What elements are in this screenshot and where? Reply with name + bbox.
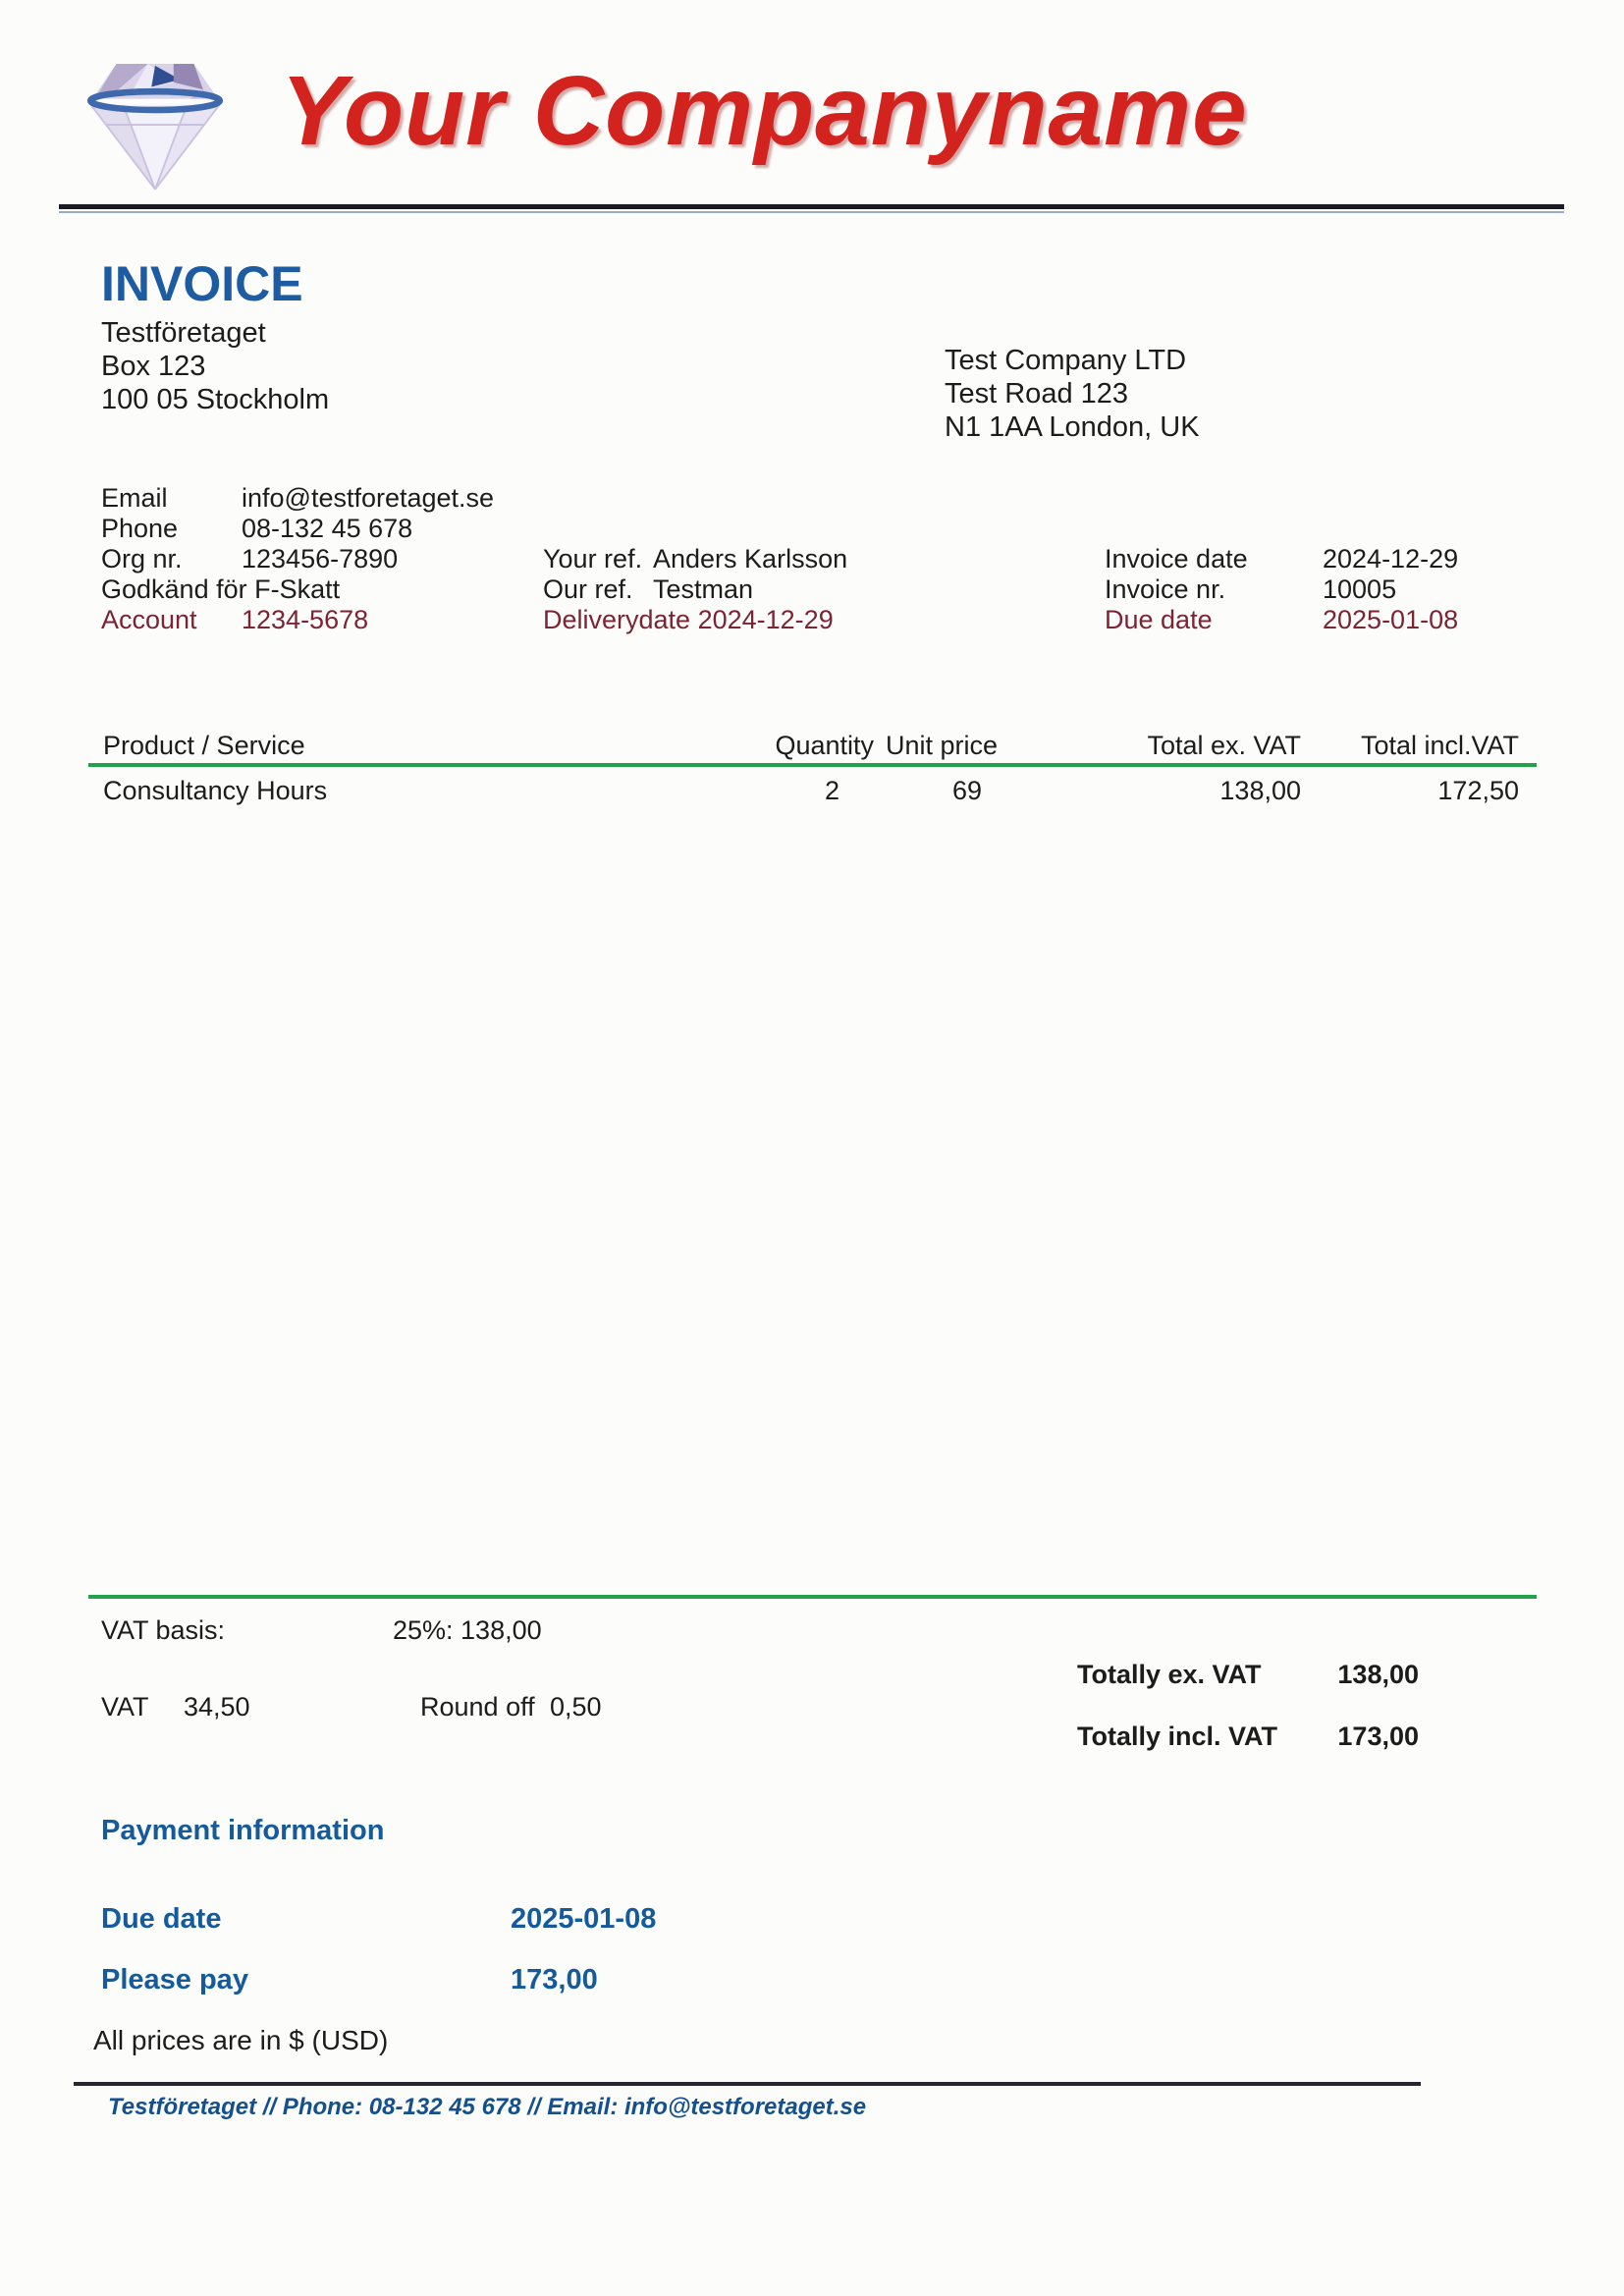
round-off-value: 0,50 — [550, 1692, 602, 1722]
sender-name: Testföretaget — [101, 317, 266, 349]
vat-value: 34,50 — [184, 1692, 250, 1722]
totally-incl-vat-value: 173,00 — [1337, 1722, 1419, 1751]
recipient-address-line1: Test Road 123 — [945, 378, 1129, 410]
totally-ex-vat-label: Totally ex. VAT — [1077, 1660, 1262, 1689]
delivery-date-row — [543, 605, 847, 635]
email-label: Email — [101, 483, 168, 513]
sender-address-line2: 100 05 Stockholm — [101, 384, 330, 415]
table-row — [88, 776, 1537, 806]
payment-due-date-label: Due date — [101, 1903, 222, 1935]
vat-basis-value: 25%: 138,00 — [393, 1615, 542, 1645]
please-pay-label: Please pay — [101, 1964, 248, 1995]
items-table-header — [88, 731, 1537, 761]
your-ref-value: Anders Karlsson — [653, 544, 848, 574]
col-product-service: Product / Service — [103, 731, 305, 760]
phone-value: 08-132 45 678 — [242, 514, 413, 543]
recipient-name: Test Company LTD — [945, 345, 1187, 376]
totally-incl-vat-label: Totally incl. VAT — [1077, 1722, 1278, 1751]
your-ref-row — [543, 544, 847, 574]
your-ref-label: Your ref. — [543, 544, 643, 574]
fskatt-text: Godkänd för F-Skatt — [101, 574, 341, 604]
our-ref-label: Our ref. — [543, 574, 633, 604]
invoice-nr-value: 10005 — [1323, 574, 1397, 604]
col-total-incl-vat: Total incl.VAT — [1360, 731, 1519, 760]
col-unit-price: Unit price — [886, 731, 999, 760]
col-quantity: Quantity — [775, 731, 874, 760]
item-total-incl-vat: 172,50 — [1437, 776, 1519, 805]
payment-due-date-value: 2025-01-08 — [511, 1903, 657, 1935]
recipient-address — [945, 344, 1200, 444]
phone-row — [101, 514, 494, 544]
references-block — [543, 544, 847, 635]
our-ref-row — [543, 574, 847, 605]
invoice-nr-label: Invoice nr. — [1105, 574, 1226, 604]
footer-divider — [74, 2082, 1421, 2086]
page-title: INVOICE — [101, 256, 303, 311]
invoice-date-value: 2024-12-29 — [1323, 544, 1459, 574]
due-date-value: 2025-01-08 — [1323, 605, 1459, 634]
recipient-address-line2: N1 1AA London, UK — [945, 411, 1200, 443]
email-value: info@testforetaget.se — [242, 483, 495, 513]
item-total-ex-vat: 138,00 — [1219, 776, 1301, 805]
orgnr-row — [101, 544, 494, 574]
fskatt-row — [101, 574, 494, 605]
account-label: Account — [101, 605, 197, 634]
due-date-label: Due date — [1105, 605, 1213, 634]
footer-contact-line: Testföretaget // Phone: 08-132 45 678 // Email: info@testforetaget.se — [108, 2094, 867, 2120]
invoice-meta-block — [1105, 544, 1458, 635]
col-total-ex-vat: Total ex. VAT — [1147, 731, 1301, 760]
email-row — [101, 483, 494, 514]
due-date-row — [1105, 605, 1458, 635]
item-unit-price: 69 — [951, 776, 983, 805]
item-product: Consultancy Hours — [103, 776, 328, 805]
account-row — [101, 605, 494, 635]
totally-ex-vat-value: 138,00 — [1337, 1660, 1419, 1689]
table-header-rule — [88, 763, 1537, 767]
invoice-date-label: Invoice date — [1105, 544, 1248, 574]
currency-note: All prices are in $ (USD) — [93, 2025, 389, 2055]
delivery-date-value: 2024-12-29 — [697, 605, 834, 634]
orgnr-value: 123456-7890 — [242, 544, 399, 574]
invoice-nr-row — [1105, 574, 1458, 605]
orgnr-label: Org nr. — [101, 544, 183, 574]
vat-label: VAT — [101, 1692, 149, 1722]
phone-label: Phone — [101, 514, 179, 543]
header-divider-accent — [59, 211, 1564, 213]
sender-address-line1: Box 123 — [101, 351, 206, 382]
summary-rule — [88, 1595, 1537, 1599]
contact-block — [101, 483, 494, 635]
delivery-date-label: Deliverydate — [543, 605, 691, 634]
item-quantity: 2 — [824, 776, 839, 805]
header-divider — [59, 204, 1564, 209]
vat-basis-label: VAT basis: — [101, 1615, 226, 1645]
please-pay-value: 173,00 — [511, 1964, 598, 1995]
sender-address — [101, 316, 329, 416]
round-off-label: Round off — [420, 1692, 535, 1722]
our-ref-value: Testman — [653, 574, 754, 604]
invoice-date-row — [1105, 544, 1458, 574]
company-name: Your Companyname — [281, 56, 1248, 166]
payment-heading: Payment information — [101, 1815, 385, 1846]
account-value: 1234-5678 — [242, 605, 369, 634]
diamond-logo-icon — [63, 49, 247, 200]
